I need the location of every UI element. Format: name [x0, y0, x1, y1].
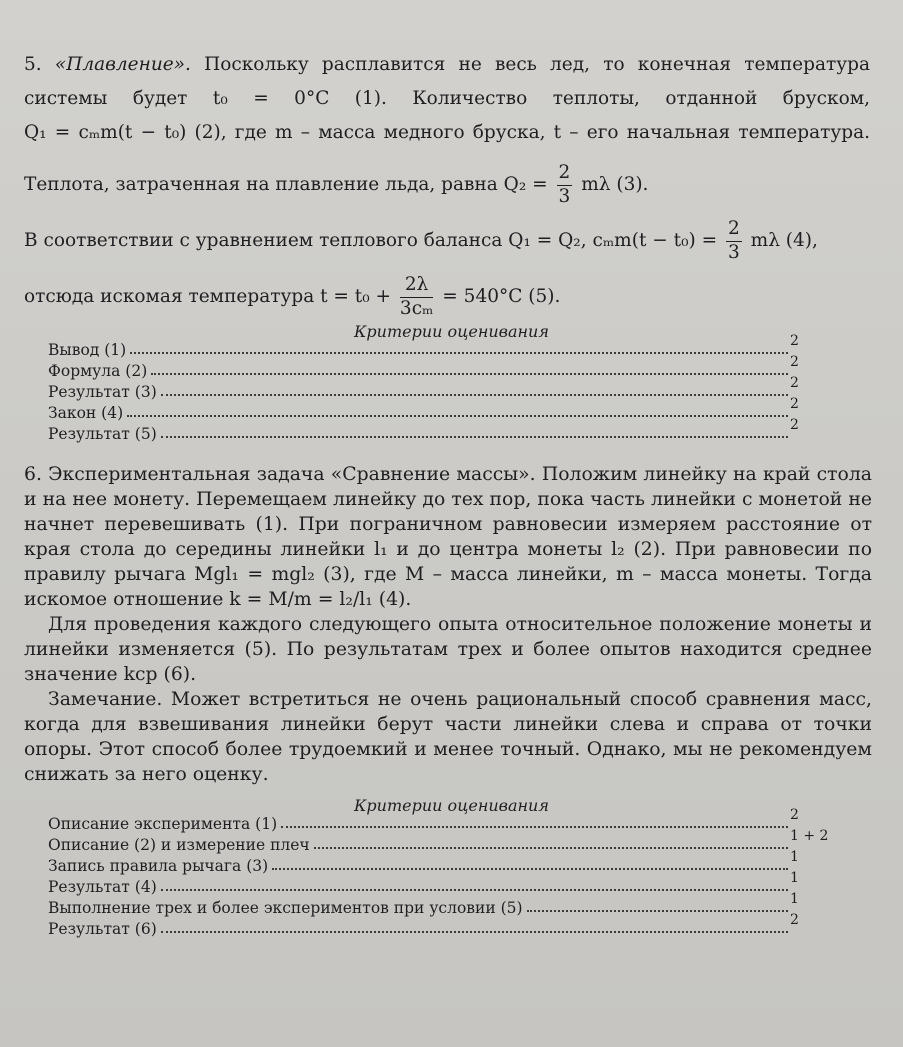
- dot-leader: [161, 889, 788, 891]
- dot-leader: [272, 868, 788, 870]
- criteria-row: [48, 807, 830, 833]
- criteria-label: Описание (2) и измерение плеч: [48, 836, 310, 854]
- criteria-1-title: Критерии оценивания: [354, 322, 549, 341]
- criteria-label: Формула (2): [48, 362, 148, 380]
- criteria-label: Результат (6): [48, 920, 157, 938]
- problem-5-line-5: В соответствии с уравнением теплового баланса Q₁ = Q₂, cₘm(t − t₀) = $\frac{2}{3}$ mλ (4),: [24, 218, 818, 263]
- problem-6: [24, 462, 872, 787]
- criteria-points: 1: [790, 891, 799, 907]
- dot-leader: [314, 847, 788, 849]
- criteria-points: 1 + 2: [790, 828, 829, 844]
- problem-5-line-6: отсюда искомая температура t = t₀ + $\frac{2\lambda}{\text{3cₘ}}$ = 540°C (5).: [24, 274, 561, 319]
- dot-leader: [151, 373, 788, 375]
- problem-6-para-2: Для проведения каждого следующего опыта относительное положение монеты и линейки изменяется (5). По результатам трех и более опытов находится среднее значение kср (6).: [24, 614, 872, 685]
- criteria-label: Описание эксперимента (1): [48, 815, 278, 833]
- criteria-points: 1: [790, 870, 799, 886]
- criteria-row: [48, 333, 830, 359]
- criteria-label: Выполнение трех и более экспериментов при условии (5): [48, 899, 523, 917]
- criteria-points: 2: [790, 375, 799, 391]
- fraction: $\frac{2}{3}$: [558, 162, 571, 207]
- criteria-label: Результат (4): [48, 878, 157, 896]
- dot-leader: [161, 394, 788, 396]
- criteria-points: 2: [790, 807, 799, 823]
- problem-5-title: «Плавление».: [54, 54, 191, 75]
- criteria-points: 1: [790, 849, 799, 865]
- criteria-points: 2: [790, 396, 799, 412]
- dot-leader: [161, 931, 788, 933]
- criteria-2-title: Критерии оценивания: [354, 796, 549, 815]
- problem-5-line-1: 5. «Плавление». Поскольку расплавится не весь лед, то конечная температура: [24, 54, 870, 75]
- dot-leader: [281, 826, 788, 828]
- dot-leader: [527, 910, 788, 912]
- criteria-row: [48, 417, 830, 443]
- criteria-row: [48, 396, 830, 422]
- dot-leader: [161, 436, 788, 438]
- criteria-points: 2: [790, 912, 799, 928]
- criteria-row: [48, 870, 830, 896]
- criteria-label: Результат (3): [48, 383, 157, 401]
- dot-leader: [127, 415, 788, 417]
- criteria-row: [48, 912, 830, 938]
- problem-5-line-2: системы будет t₀ = 0°C (1). Количество теплоты, отданной бруском,: [24, 88, 870, 109]
- fraction: $\frac{2\lambda}{\text{3cₘ}}$: [399, 274, 434, 319]
- criteria-2-list: [48, 807, 830, 938]
- criteria-row: [48, 354, 830, 380]
- problem-6-para-1: 6. Экспериментальная задача «Сравнение массы». Положим линейку на край стола и на нее монету. Перемещаем линейку до тех пор, пока часть линейки с монетой не начнет перевешивать (1). При пограничном равновесии измеряем расстояние от края стола до середины линейки l₁ и до центра монеты l₂ (2). При равновесии по правилу рычага Mgl₁ = mgl₂ (3), где M – масса линейки, m – масса монеты. Тогда искомое отношение k = M/m = l₂/l₁ (4).: [24, 464, 872, 610]
- problem-5-line-3: Q₁ = cₘm(t − t₀) (2), где m – масса медного бруска, t – его начальная температура.: [24, 122, 870, 143]
- criteria-row: [48, 891, 830, 917]
- criteria-label: Запись правила рычага (3): [48, 857, 269, 875]
- problem-5: [24, 48, 870, 318]
- criteria-label: Вывод (1): [48, 341, 127, 359]
- criteria-label: Закон (4): [48, 404, 124, 422]
- criteria-row: [48, 828, 830, 854]
- criteria-label: Результат (5): [48, 425, 157, 443]
- criteria-1-list: [48, 333, 830, 443]
- criteria-points: 2: [790, 333, 799, 349]
- problem-5-number: 5.: [24, 54, 42, 75]
- criteria-row: [48, 375, 830, 401]
- dot-leader: [130, 352, 788, 354]
- problem-5-line-4: Теплота, затраченная на плавление льда, равна Q₂ = $\frac{2}{3}$ mλ (3).: [24, 162, 649, 207]
- criteria-row: [48, 849, 830, 875]
- criteria-points: 2: [790, 354, 799, 370]
- fraction: $\frac{2}{3}$: [727, 218, 740, 263]
- problem-6-para-3: Замечание. Может встретиться не очень рациональный способ сравнения масс, когда для взвешивания линейки берут части линейки слева и справа от точки опоры. Этот способ более трудоемкий и менее точный. Однако, мы не рекомендуем снижать за него оценку.: [24, 689, 872, 785]
- criteria-points: 2: [790, 417, 799, 433]
